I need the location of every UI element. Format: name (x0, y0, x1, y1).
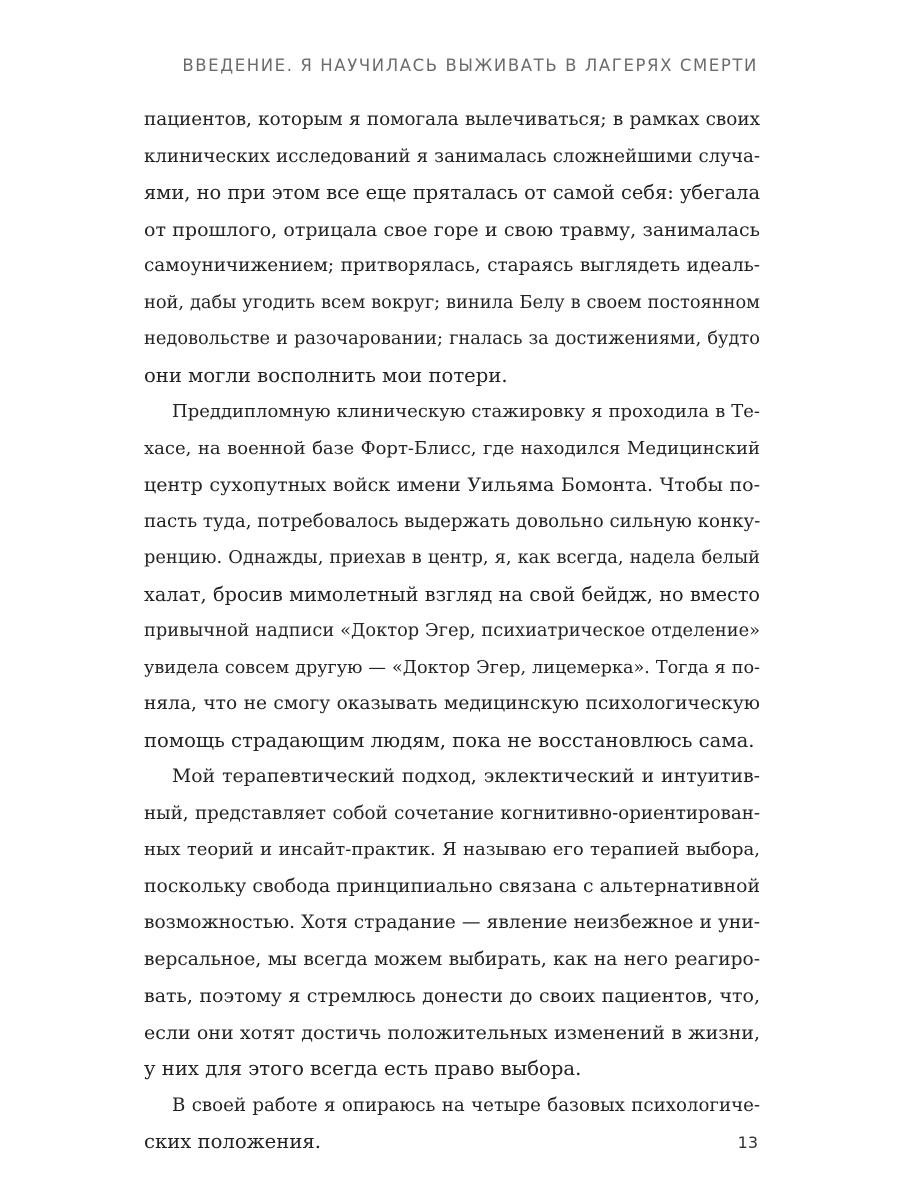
text-line: ный, представляет собой сочетание когнитивно-ориентирован- (144, 802, 760, 824)
body-text (144, 102, 760, 1161)
text-line: пасть туда, потребовалось выдержать довольно сильную конку- (144, 510, 761, 532)
text-line: пациентов, которым я помогала вылечиваться; в рамках своих (144, 109, 760, 130)
text-line: вать, поэтому я стремлюсь донести до своих пациентов, что, (144, 985, 760, 1007)
text-line: ных теорий и инсайт-практик. Я называю его терапией выбора, (144, 839, 760, 860)
text-line: версальное, мы всегда можем выбирать, как на него реагиро- (144, 948, 760, 970)
text-line: Мой терапевтический подход, эклектический и интуитив- (172, 766, 760, 787)
text-line: ной, дабы угодить всем вокруг; винила Белу в своем постоянном (144, 291, 760, 313)
text-line: Преддипломную клиническую стажировку я проходила в Те- (172, 401, 760, 422)
text-line: ских положения. (144, 1130, 321, 1153)
text-line: няла, что не смогу оказывать медицинскую психологическую (144, 693, 760, 714)
text-line: если они хотят достичь положительных изменений в жизни, (144, 1021, 760, 1044)
text-line: увидела совсем другую — «Доктор Эгер, лицемерка». Тогда я по- (144, 657, 760, 678)
text-line: они могли восполнить мои потери. (144, 363, 508, 387)
text-line: поскольку свобода принципиально связана с альтернативной (144, 875, 760, 897)
running-head: ВВЕДЕНИЕ. Я НАУЧИЛАСЬ ВЫЖИВАТЬ В ЛАГЕРЯХ СМЕРТИ (182, 56, 758, 75)
text-line: от прошлого, отрицала свое горе и свою травму, занималась (144, 218, 760, 241)
text-line: недовольстве и разочаровании; гналась за достижениями, будто (144, 328, 760, 349)
text-line: ями, но при этом все еще пряталась от самой себя: убегала (144, 181, 761, 204)
text-line: халат, бросив мимолетный взгляд на свой бейдж, но вместо (144, 582, 760, 606)
text-line: возможностью. Хотя страдание — явление неизбежное и уни- (144, 912, 760, 933)
text-line: хасе, на военной базе Форт-Блисс, где находился Медицинский (144, 437, 760, 459)
text-line: ренцию. Однажды, приехав в центр, я, как всегда, надела белый (144, 547, 760, 568)
text-line: клинических исследований я занималась сложнейшими случа- (144, 145, 760, 167)
page-number: 13 (737, 1133, 758, 1152)
text-line: самоуничижением; притворялась, стараясь выглядеть идеаль- (144, 255, 760, 276)
text-line: центр сухопутных войск имени Уильяма Бомонта. Чтобы по- (144, 474, 760, 496)
text-line: у них для этого всегда есть право выбора. (144, 1057, 582, 1080)
text-line: помощь страдающим людям, пока не восстановлюсь сама. (144, 728, 755, 752)
text-line: привычной надписи «Доктор Эгер, психиатрическое отделение» (144, 620, 760, 641)
text-line: В своей работе я опираюсь на четыре базовых психологиче- (172, 1094, 760, 1116)
